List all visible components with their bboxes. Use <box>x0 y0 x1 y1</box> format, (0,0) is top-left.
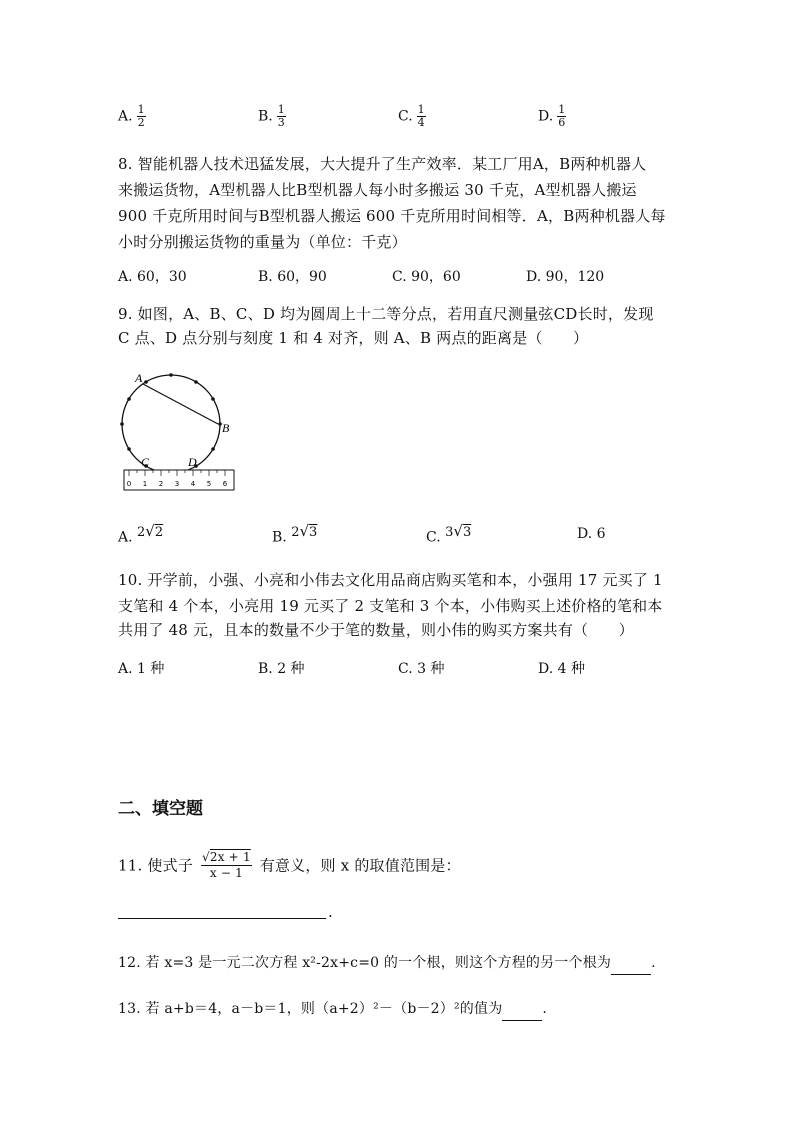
label-c: C <box>141 455 150 469</box>
q7-option-d: D. $\frac{1}{6}$ <box>538 103 566 129</box>
q8-line-3: 900 千克所用时间与B型机器人搬运 600 千克所用时间相等．A，B两种机器人每 <box>118 207 666 225</box>
q10-option-c: C. 3 种 <box>398 661 445 677</box>
q11-fraction: $\frac{√2x + 1}{x - 1}$ <box>202 850 251 880</box>
q12-answer-blank[interactable] <box>611 956 651 975</box>
q11-answer-blank[interactable] <box>118 918 326 919</box>
q9-option-c: C. 3√3 <box>426 522 472 546</box>
q11-end: . <box>328 903 333 921</box>
q8-option-a: A. 60，30 <box>118 269 187 285</box>
circle-ruler-figure <box>110 366 240 496</box>
q10-option-b: B. 2 种 <box>258 661 305 677</box>
q8-option-b: B. 60，90 <box>258 269 327 285</box>
q9-option-b: B. 2√3 <box>272 522 318 546</box>
q7-option-a: A. $\frac{1}{2}$ <box>118 103 145 129</box>
svg-text:1: 1 <box>142 480 148 488</box>
q10-option-d: D. 4 种 <box>538 661 585 677</box>
svg-text:2: 2 <box>158 480 164 488</box>
fraction: $\frac{1}{4}$ <box>417 103 425 129</box>
q10-line-3: 共用了 48 元，且本的数量不少于笔的数量，则小伟的购买方案共有（ ） <box>118 621 634 639</box>
q7-option-b: B. $\frac{1}{3}$ <box>258 103 285 129</box>
svg-text:6: 6 <box>222 480 228 488</box>
q7-option-c: C. $\frac{1}{4}$ <box>398 103 425 129</box>
fraction: $\frac{1}{3}$ <box>277 103 285 129</box>
q10-line-2: 支笔和 4 个本，小亮用 19 元买了 2 支笔和 3 个本，小伟购买上述价格的笔和本 <box>118 597 663 615</box>
q9-option-a: A. 2√2 <box>118 522 164 546</box>
section-title: 二、填空题 <box>118 799 203 819</box>
q9-line-1: 9. 如图，A、B、C、D 均为圆周上十二等分点，若用直尺测量弦CD长时，发现 <box>118 305 654 323</box>
q8-line-1: 8. 智能机器人技术迅猛发展，大大提升了生产效率．某工厂用A，B两种机器人 <box>118 155 647 173</box>
label-b: B <box>222 421 230 435</box>
svg-text:3: 3 <box>174 480 180 488</box>
q9-line-2: C 点、D 点分别与刻度 1 和 4 对齐，则 A、B 两点的距离是（ ） <box>118 329 589 347</box>
q10-line-1: 10. 开学前，小强、小亮和小伟去文化用品商店购买笔和本，小强用 17 元买了 1 <box>118 571 663 589</box>
q13-answer-blank[interactable] <box>502 1002 542 1021</box>
fraction: $\frac{1}{2}$ <box>137 103 145 129</box>
q12: 12. 若 x=3 是一元二次方程 x²-2x+c=0 的一个根，则这个方程的另一个根为 . <box>118 951 656 975</box>
circle <box>122 375 220 473</box>
division-points <box>120 373 222 475</box>
svg-text:4: 4 <box>190 480 196 488</box>
q10-option-a: A. 1 种 <box>118 661 165 677</box>
svg-text:0: 0 <box>126 480 132 488</box>
q13: 13. 若 a+b＝4，a－b＝1，则（a+2）²－（b－2）²的值为 . <box>118 997 547 1021</box>
label-d: D <box>188 455 197 469</box>
svg-text:5: 5 <box>206 480 212 488</box>
q8-option-c: C. 90，60 <box>392 269 461 285</box>
q11: 11. 使式子 $\frac{√2x + 1}{x - 1}$ 有意义，则 x 的取值范围是： <box>118 850 461 880</box>
label-a: A <box>135 371 143 385</box>
q8-line-2: 来搬运货物，A型机器人比B型机器人每小时多搬运 30 千克，A型机器人搬运 <box>118 181 637 199</box>
q8-line-4: 小时分别搬运货物的重量为（单位：千克） <box>118 233 407 251</box>
q9-option-d: D. 6 <box>577 526 606 542</box>
fraction: $\frac{1}{6}$ <box>558 103 566 129</box>
q8-option-d: D. 90，120 <box>526 269 605 285</box>
